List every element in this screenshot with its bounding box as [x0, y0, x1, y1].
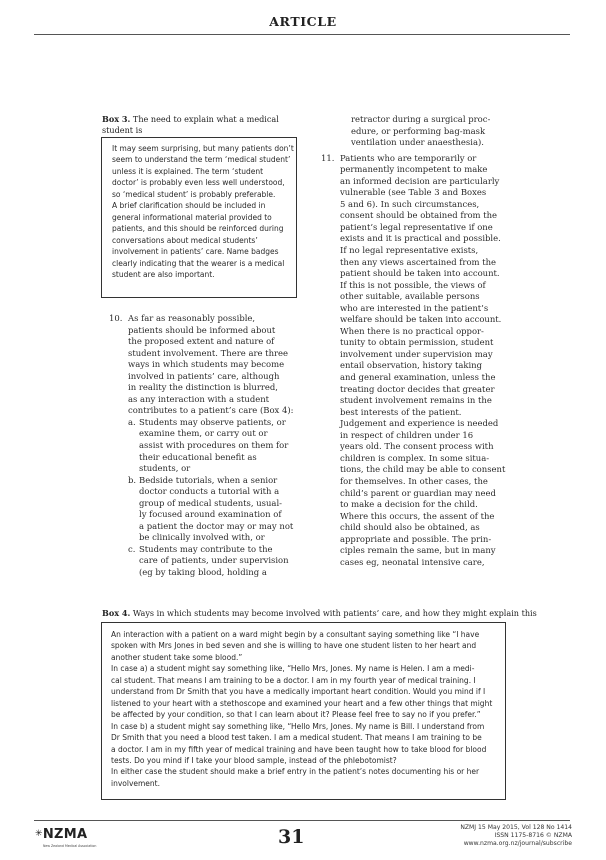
logo-text: NZMA: [42, 827, 88, 842]
item-line: 5 and 6). In such circumstances,: [340, 198, 480, 209]
item-line: for themselves. In other cases, the: [340, 475, 488, 486]
item-line: exists and it is practical and possible.: [340, 233, 501, 244]
sub-item-line: Students may contribute to the: [139, 543, 273, 554]
box3-caption-line: The need to explain what a medical: [132, 114, 279, 124]
box4-line: listened to your heart with a stethoscope and examined your heart and a few other things that might: [111, 698, 493, 708]
footer-divider: [34, 820, 570, 821]
box3-line: clearly indicating that the wearer is a medical: [112, 258, 285, 268]
item-line: treating doctor decides that greater: [340, 383, 495, 394]
item-line: ways in which students may become: [128, 359, 285, 370]
sub-item-line: be clinically involved with, or: [139, 532, 265, 543]
sub-item-line: doctor conducts a tutorial with a: [139, 486, 280, 497]
box4-line: In either case the student should make a brief entry in the patient’s notes documenting his or her: [111, 767, 480, 777]
box4-line: a doctor. I am in my fifth year of medical training and have been taught how to take blood for blood: [111, 744, 487, 754]
item-line: as any interaction with a student: [128, 393, 270, 404]
nzma-logo[interactable]: [35, 827, 87, 842]
left-column: [109, 313, 304, 579]
item-line: patient’s legal representative if one: [340, 221, 493, 232]
item-line: tions, the child may be able to consent: [340, 464, 506, 475]
box3-line: conversations about medical students’: [112, 235, 258, 245]
item-line: permanently incompetent to make: [340, 164, 488, 175]
sub-item-a: [128, 417, 304, 475]
item-line: cases eg, neonatal intensive care,: [340, 556, 485, 567]
box4-line: tests. Do you mind if I take your blood sample, instead of the phlebotomist?: [111, 755, 397, 765]
box4-line: In case a) a student might say something like, “Hello Mrs, Jones. My name is Helen. I am a medi-: [111, 664, 475, 674]
box3-line: general informational material provided to: [112, 212, 272, 222]
box4-line: be affected by your condition, so that I can learn about it? Please feel free to say no if you prefer.”: [111, 710, 481, 720]
box3-panel: [101, 137, 297, 298]
item-line: As far as reasonably possible,: [128, 313, 256, 323]
box4-line: understand from Dr Smith that you have a medically important heart condition. Would you mind if I: [111, 687, 486, 697]
item-line: involved in patients’ care, although: [128, 370, 280, 381]
box3-line: doctor’ is probably even less well understood,: [112, 178, 285, 188]
continued-line: ventilation under anaesthesia).: [351, 137, 484, 148]
box3-line: student are also important.: [112, 269, 215, 279]
item-line: other suitable, available persons: [340, 291, 480, 302]
sub-item-line: care of patients, under supervision: [139, 555, 289, 566]
item-line: If this is not possible, the views of: [340, 279, 486, 290]
item-line: child should also be obtained, as: [340, 522, 480, 533]
journal-issn: ISSN 1175-8716 © NZMA: [494, 832, 572, 840]
right-column: [321, 114, 520, 568]
item-line: involvement under supervision may: [340, 348, 493, 359]
header-divider: [34, 34, 570, 35]
item-number: 10.: [109, 313, 123, 323]
item-line: patient should be taken into account.: [340, 268, 500, 279]
sub-item-line: a patient the doctor may or may not: [139, 520, 294, 531]
logo-subtitle: New Zealand Medical Association: [43, 844, 97, 848]
item-line: child’s parent or guardian may need: [340, 487, 496, 498]
sub-item-letter: c.: [128, 543, 136, 554]
box3-caption-line: student is: [102, 124, 143, 135]
box4-line: another student take some blood.”: [111, 652, 243, 662]
item-line: When there is no practical oppor-: [340, 325, 484, 336]
sub-item-b: [128, 475, 304, 544]
item-line: student involvement remains in the: [340, 395, 492, 406]
item-line: who are interested in the patient’s: [340, 302, 489, 313]
continued-line: edure, or performing bag-mask: [351, 125, 486, 136]
sub-item-line: Bedside tutorials, when a senior: [139, 474, 278, 485]
sub-item-letter: b.: [128, 474, 137, 485]
box3-line: It may seem surprising, but many patients don’t: [112, 144, 294, 153]
item-line: and general examination, unless the: [340, 372, 496, 383]
list-item-10: [109, 313, 304, 579]
box4-panel: [101, 622, 506, 800]
box4-caption: [102, 608, 537, 619]
box3-line: unless it is explained. The term ‘student: [112, 166, 264, 176]
box4-label: Box 4.: [102, 608, 131, 618]
sub-item-line: Students may observe patients, or: [139, 416, 286, 427]
logo-mark-icon: ✳: [35, 829, 43, 839]
item-line: best interests of the patient.: [340, 406, 462, 417]
box3-line: so ‘medical student’ is probably preferable.: [112, 189, 276, 199]
item-line: Patients who are temporarily or: [340, 152, 477, 163]
item-line: an informed decision are particularly: [340, 175, 500, 186]
item-line: children is complex. In some situa-: [340, 452, 490, 463]
box4-line: Dr Smith that you need a blood test taken. I am a medical student. That means I am training to be: [111, 733, 482, 743]
sub-item-line: (eg by taking blood, holding a: [139, 567, 267, 578]
journal-meta: [440, 824, 572, 849]
box4-caption-text: Ways in which students may become involved with patients’ care, and how they might explain this: [132, 608, 537, 618]
box4-line: involvement.: [111, 778, 160, 788]
item-line: appropriate and possible. The prin-: [340, 533, 492, 544]
box3-line: A brief clarification should be included in: [112, 201, 266, 211]
page-header-title: ARTICLE: [269, 14, 337, 29]
item-line: patients should be informed about: [128, 324, 276, 335]
box4-line: spoken with Mrs Jones in bed seven and she is willing to have one student listen to her heart and: [111, 641, 477, 651]
box4-line: In case b) a student might say something like, “Hello Mrs, Jones. My name is Bill. I understand from: [111, 721, 485, 731]
item-line: in respect of children under 16: [340, 429, 474, 440]
item-line: tunity to obtain permission, student: [340, 337, 494, 348]
item-line: Where this occurs, the assent of the: [340, 510, 495, 521]
sub-item-line: students, or: [139, 463, 191, 474]
item-line: welfare should be taken into account.: [340, 314, 502, 325]
box3-line: seem to understand the term ‘medical student’: [112, 155, 291, 165]
item-line: the proposed extent and nature of: [128, 336, 275, 347]
item-line: to make a decision for the child.: [340, 499, 478, 510]
item-line: then any views ascertained from the: [340, 256, 497, 267]
item-line: If no legal representative exists,: [340, 245, 479, 256]
item-line: vulnerable (see Table 3 and Boxes: [340, 187, 487, 198]
list-item-11: [321, 152, 520, 569]
sub-item-line: their educational benefit as: [139, 451, 257, 462]
item-line: entail observation, history taking: [340, 360, 483, 371]
box3-line: patients, and this should be reinforced during: [112, 224, 284, 234]
box4-line: An interaction with a patient on a ward might begin by a consultant saying something like “I have: [111, 630, 480, 639]
sub-item-line: examine them, or carry out or: [139, 428, 268, 439]
page-number: 31: [278, 826, 305, 848]
sub-item-line: ly focused around examination of: [139, 509, 282, 520]
item-number: 11.: [321, 152, 335, 163]
item-line: years old. The consent process with: [340, 441, 494, 452]
sub-item-line: group of medical students, usual-: [139, 497, 282, 508]
box3-line: involvement in patients’ care. Name badges: [112, 247, 279, 257]
item-line: Judgement and experience is needed: [340, 418, 499, 429]
continued-line: retractor during a surgical proc-: [351, 114, 491, 124]
item-line: student involvement. There are three: [128, 347, 289, 358]
sub-item-line: assist with procedures on them for: [139, 440, 289, 451]
item-line: contributes to a patient’s care (Box 4):: [128, 405, 294, 416]
box3-label: Box 3.: [102, 114, 131, 124]
item-line: ciples remain the same, but in many: [340, 545, 496, 556]
item-line: in reality the distinction is blurred,: [128, 382, 278, 393]
box3-caption: [102, 114, 302, 135]
sub-item-c: [128, 544, 304, 579]
box4-line: cal student. That means I am training to be a doctor. I am in my fourth year of medical training. I: [111, 675, 476, 685]
subscribe-link[interactable]: www.nzma.org.nz/journal/subscribe: [463, 840, 572, 848]
sub-item-letter: a.: [128, 416, 136, 427]
journal-issue: NZMJ 15 May 2015, Vol 128 No 1414: [460, 824, 572, 831]
item-line: consent should be obtained from the: [340, 210, 498, 221]
